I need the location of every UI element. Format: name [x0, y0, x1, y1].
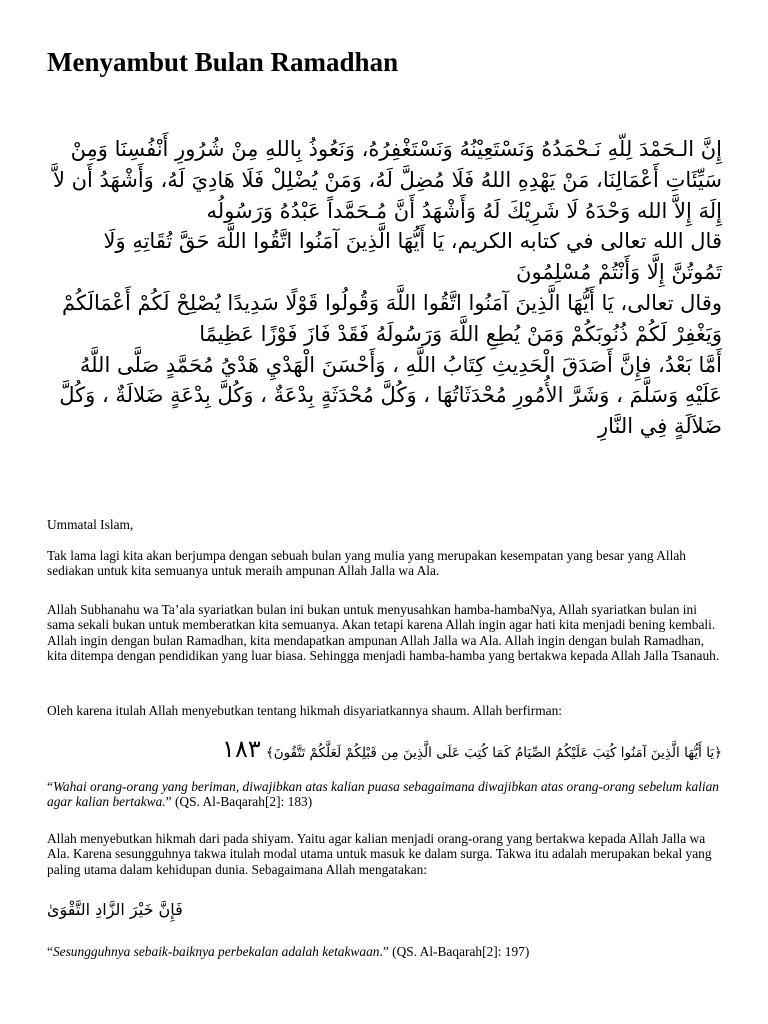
paragraph-4 — [47, 831, 722, 877]
quote-paragraph — [47, 779, 722, 810]
quote-reference: (QS. Al-Baqarah[2]: 183) — [171, 794, 313, 810]
arabic-opening-paragraph: قال الله تعالى في كتابه الكريم، يَا أَيُّهَا الَّذِينَ آمَنُوا اتَّقُوا اللَّهَ حَقَّ تُقَاتِهِ وَلَا تَمُوتُنَّ إِلَّا وَأَنْتُمْ مُسْلِمُونَ — [103, 229, 722, 285]
page-title: Menyambut Bulan Ramadhan — [47, 47, 399, 77]
quote-2 — [47, 944, 722, 959]
paragraph-text: Tak lama lagi kita akan berjumpa dengan sebuah bulan yang mulia yang merupakan kesempatan yang besar yang Allah sediakan untuk kita semuanya untuk meraih ampunan Allah Jalla wa Ala. — [47, 548, 686, 579]
arabic-opening-paragraph: أَمَّا بَعْدُ، فإِنَّ أَصَدَقَ الْحَدِيثِ كِتَابُ اللَّهِ ، وَأَحْسَنَ الْهَدْيِ هَدْيُ مُحَمَّدٍ صَلَّى اللَّهُ عَلَيْهِ وَسَلَّمَ ، وَشَرَّ الأُمُورِ مُحْدَثَاتُهَا ، وَكُلَّ مُحْدَثَةٍ بِدْعَةٌ ، وَكُلَّ بِدْعَةٍ ضَلالَةٌ ، وَكُلَّ ضَلاَلَةٍ فِي النَّارِ — [59, 352, 722, 439]
arabic-opening-paragraph: وقال تعالى، يَا أَيُّهَا الَّذِينَ آمَنُوا اتَّقُوا اللَّهَ وَقُولُوا قَوْلًا سَدِيدًا يُصْلِحْ لَكُمْ أَعْمَالَكُمْ وَيَغْفِرْ لَكُمْ ذُنُوبَكُمْ وَمَنْ يُطِعِ اللَّهَ وَرَسُولَهُ فَقَدْ فَازَ فَوْزًا عَظِيمًا — [62, 290, 722, 346]
paragraph-1 — [47, 548, 722, 579]
paragraph-text: Allah menyebutkan hikmah dari pada shiyam. Yaitu agar kalian menjadi orang-orang yang bertakwa kepada Allah Jalla wa Ala. Karena sesungguhnya takwa itulah modal utama untuk masuk ke dalam surga. Takwa itu adalah merupakan bekal yang paling utama dalam kehidupan dunia. Sebagaimana Allah mengatakan: — [47, 831, 712, 877]
quote-close-mark: ” — [165, 794, 172, 810]
greeting — [47, 517, 722, 532]
quote-open-mark: “ — [47, 779, 53, 794]
verse-number: ١٨٣ — [222, 735, 261, 763]
quote-reference: (QS. Al-Baqarah[2]: 197) — [388, 944, 530, 959]
quote-paragraph — [47, 944, 722, 959]
greeting-text: Ummatal Islam, — [47, 517, 134, 532]
arabic-opening — [47, 134, 722, 442]
quran-verse-183 — [47, 735, 722, 763]
verse-text: فَإِنَّ خَيْرَ الزَّادِ التَّقْوَىٰ — [47, 900, 183, 919]
quote-translation: Wahai orang-orang yang beriman, diwajibkan atas kalian puasa sebagaimana diwajibkan atas orang-orang sebelum kalian agar kalian bertakwa. — [47, 779, 719, 810]
quote-close-mark: .” — [379, 944, 389, 959]
arabic-opening-paragraph: إِنَّ الـحَمْدَ لِلّهِ نَـحْمَدُهُ وَنَسْتَعِيْنُهُ وَنَسْتَغْفِرُهُ، وَنَعُوذُ بِاللهِ مِنْ شُرُورِ أَنْفُسِنَا وَمِنْ سَيِّئَاتِ أَعْمَالِنَا، مَنْ يَهْدِهِ اللهُ فَلَا مُضِلَّ لَهُ، وَمَنْ يُضْلِلْ فَلَا هَادِيَ لَهُ، وَأَشْهَدُ أَن لاَّ إِلَهَ إِلاَّ الله وَحْدَهُ لَا شَرِيْكَ لَهُ وَأَشْهَدُ أَنَّ مُـحَمَّداً عَبْدُهُ وَرَسُولُه — [52, 137, 722, 223]
quote-open-mark: “ — [47, 944, 53, 959]
verse-text: ﴿يَا أَيُّهَا الَّذِينَ آمَنُوا كُتِبَ عَلَيْكُمُ الصِّيَامُ كَمَا كُتِبَ عَلَى الَّذِينَ مِن قَبْلِكُمْ لَعَلَّكُمْ تَتَّقُونَ﴾ — [265, 745, 722, 761]
quote-translation: Sesungguhnya sebaik-baiknya perbekalan adalah ketakwaan — [52, 944, 380, 959]
paragraph-text: Oleh karena itulah Allah menyebutkan tentang hikmah disyariatkannya shaum. Allah berfirman: — [47, 703, 563, 718]
paragraph-3 — [47, 703, 722, 718]
quote-1 — [47, 779, 722, 810]
paragraph-text: Allah Subhanahu wa Ta’ala syariatkan bulan ini bukan untuk menyusahkan hamba-hambaNya, Allah syariatkan bulan ini sama sekali bukan untuk memberatkan kita semuanya. Akan tetapi karena Allah ingin agar hati kita menjadi bening kembali. Allah ingin dengan bulan Ramadhan, kita mendapatkan ampunan Allah Jalla wa Ala. Allah ingin dengan bulah Ramadhan, kita ditempa dengan pendidikan yang luar biasa. Sehingga menjadi hamba-hamba yang bertakwa kepada Allah Jalla Tsanauh. — [47, 602, 720, 664]
paragraph-2 — [47, 602, 722, 664]
quran-verse-197 — [47, 900, 183, 919]
